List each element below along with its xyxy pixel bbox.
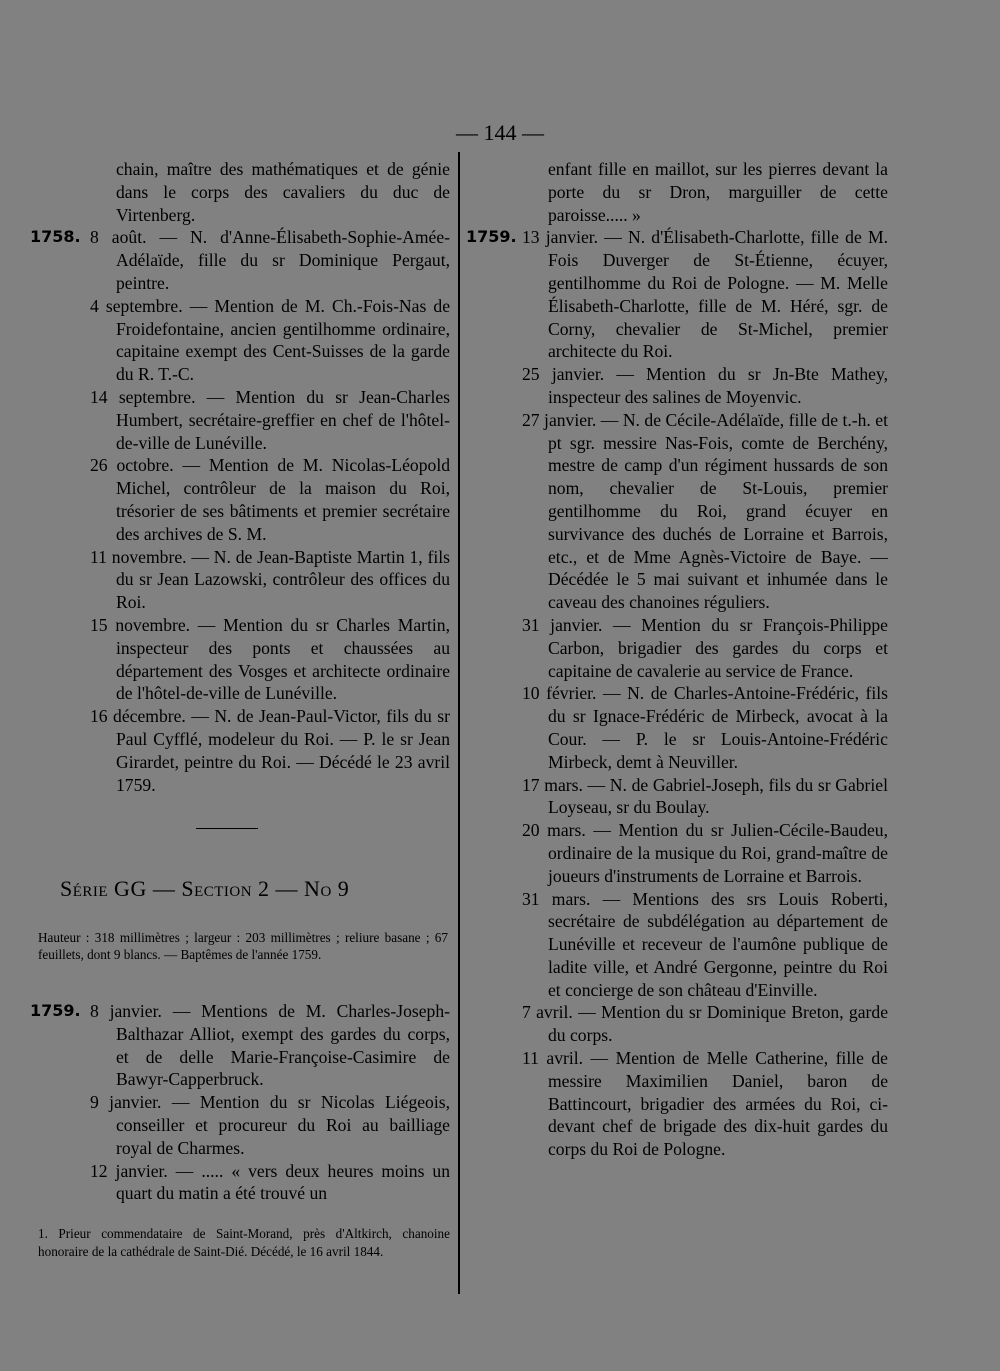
right-column (466, 158, 888, 1161)
entry-1759-07-avril: 7 avril. — Mention du sr Dominique Breton, garde du corps. (522, 1002, 888, 1046)
column-divider (458, 152, 460, 1294)
left-column (30, 158, 450, 796)
right-continuation: enfant fille en maillot, sur les pierres devant la porte du sr Dron, marguiller de cette paroisse..... » (548, 159, 888, 225)
footnote: 1. Prieur commendataire de Saint-Morand, près d'Altkirch, chanoine honoraire de la cathédrale de Saint-Dié. Décédé, le 16 avril 1844. (38, 1226, 450, 1259)
year-label-1759-left: 1759. (30, 1001, 81, 1020)
entry-1758-15-novembre: 15 novembre. — Mention du sr Charles Martin, inspecteur des ponts et chaussées au département des Vosges et architecte ordinaire de l'hôtel-de-ville de Lunéville. (90, 614, 450, 704)
entry-1759-10-fevrier: 10 février. — N. de Charles-Antoine-Frédéric, fils du sr Ignace-Frédéric de Mirbeck, avocat à la Cour. — P. le sr Louis-Antoine-Frédéric Mirbeck, demt à Neuviller. (522, 683, 888, 772)
entry-1759-31-mars: 31 mars. — Mentions des srs Louis Roberti, secrétaire de subdélégation au département de Lunéville et receveur de l'aumône publique de ladite ville, et André Gergonne, peintre du Roi et concierge de son château d'Einville. (522, 888, 888, 1000)
entry-1759-20-mars: 20 mars. — Mention du sr Julien-Cécile-Baudeu, ordinaire de la musique du Roi, grand-maître de joueurs d'instruments de Lorraine et Barrois. (522, 820, 888, 886)
entry-1759-09-janvier: 9 janvier. — Mention du sr Nicolas Liégeois, conseiller et procureur du Roi au bailliage royal de Charmes. (90, 1092, 450, 1158)
left-column-1759 (30, 1000, 450, 1205)
entry-1759-31-janvier: 31 janvier. — Mention du sr François-Philippe Carbon, brigadier des gardes du corps et capitaine de cavalerie au service de France. (522, 614, 888, 681)
entry-1758-11-novembre: 11 novembre. — N. de Jean-Baptiste Martin 1, fils du sr Jean Lazowski, contrôleur des offices du Roi. (90, 546, 450, 613)
entry-1758-08-aout: 1758. 8 août. — N. d'Anne-Élisabeth-Sophie-Amée-Adélaïde, fille du sr Dominique Pergaut, peintre. (30, 227, 450, 293)
series-description: Hauteur : 318 millimètres ; largeur : 203 millimètres ; reliure basane ; 67 feuillets, dont 9 blancs. — Baptêmes de l'année 1759. (38, 930, 448, 962)
page-number: — 144 — (456, 120, 544, 145)
entry-1759-11-avril: 11 avril. — Mention de Melle Catherine, fille de messire Maximilien Daniel, baron de Battincourt, brigadier des armées du Roi, ci-devant chef de brigade des dix-huit gardes du corps du Roi de Pologne. (522, 1048, 888, 1160)
entry-1758-26-octobre: 26 octobre. — Mention de M. Nicolas-Léopold Michel, contrôleur de la maison du Roi, trésorier de ses bâtiments et premier secrétaire des archives de S. M. (90, 455, 450, 544)
section-separator (196, 828, 258, 829)
year-label-1758: 1758. (30, 227, 81, 247)
entry-1758-16-decembre: 16 décembre. — N. de Jean-Paul-Victor, fils du sr Paul Cyfflé, modeleur du Roi. — P. le sr Jean Girardet, peintre du Roi. — Décédé le 23 avril 1759. (90, 706, 450, 795)
entry-1759-17-mars: 17 mars. — N. de Gabriel-Joseph, fils du sr Gabriel Loyseau, sr du Boulay. (522, 774, 888, 818)
entry-1759-13-janvier: 1759. 13 janvier. — N. d'Élisabeth-Charlotte, fille de M. Fois Duverger de St-Étienne, écuyer, gentilhomme du Roi de Pologne. — M. Melle Élisabeth-Charlotte, fille de M. Héré, sgr. de Corny, chevalier de St-Michel, premier architecte du Roi. (466, 227, 888, 362)
series-title: Série GG — Section 2 — No 9 (60, 876, 350, 901)
entry-1759-12-janvier: 12 janvier. — ..... « vers deux heures moins un quart du matin a été trouvé un (90, 1160, 450, 1204)
entry-1759-08-janvier: 1759. 8 janvier. — Mentions de M. Charles-Joseph-Balthazar Alliot, exempt des gardes du corps, et de delle Marie-Françoise-Casimire de Bawyr-Capperbruck. (30, 1001, 450, 1090)
entry-1759-25-janvier: 25 janvier. — Mention du sr Jn-Bte Mathey, inspecteur des salines de Moyenvic. (522, 364, 888, 407)
left-continuation: chain, maître des mathématiques et de génie dans le corps des cavaliers du duc de Virtenberg. (116, 159, 450, 225)
entry-1758-04-septembre: 4 septembre. — Mention de M. Ch.-Fois-Nas de Froidefontaine, ancien gentilhomme ordinaire, capitaine exempt des Cent-Suisses de la garde du R. T.-C. (90, 295, 450, 385)
year-label-1759-right: 1759. (466, 227, 517, 247)
entry-1758-14-septembre: 14 septembre. — Mention du sr Jean-Charles Humbert, secrétaire-greffier en chef de l'hôtel-de-ville de Lunéville. (90, 386, 450, 453)
entry-1759-27-janvier: 27 janvier. — N. de Cécile-Adélaïde, fille de t.-h. et pt sgr. messire Nas-Fois, comte de Berchény, mestre de camp d'un régiment hussards de son nom, chevalier de St-Louis, premier gentilhomme du Roi, grand écuyer en survivance des duchés de Lorraine et Barrois, etc., et de Mme Agnès-Victoire de Baye. — Décédée le 5 mai suivant et inhumée dans le caveau des chanoines réguliers. (522, 409, 888, 613)
